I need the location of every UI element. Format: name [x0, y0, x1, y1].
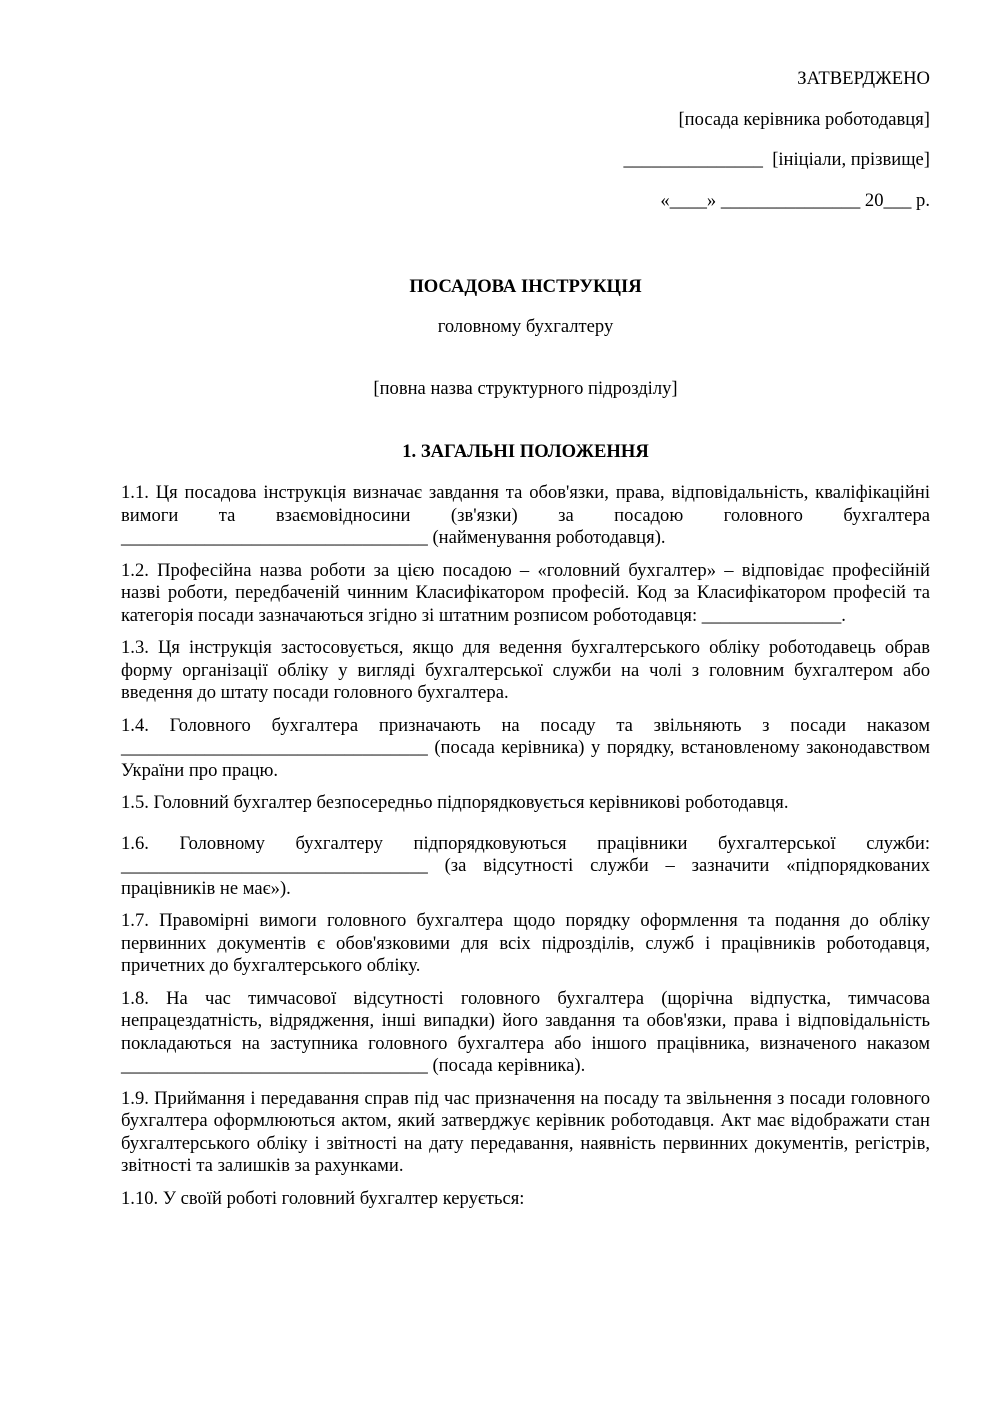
paragraph-1-1: 1.1. Ця посадова інструкція визначає завдання та обов'язки, права, відповідальність, кваліфікаційні вимоги та взаємовідносини (зв'язки) за посадою головного бухгалтера _________________________________ (найменування роботодавця). — [121, 482, 930, 548]
approval-block — [623, 68, 930, 212]
paragraph-1-2: 1.2. Професійна назва роботи за цією посадою – «головний бухгалтер» – відповідає професійній назві роботи, передбаченій чинним Класифікатором професій. Код за Класифікатором професій та категорія посади зазначаються згідно зі штатним розписом роботодавця: _______________. — [121, 559, 930, 626]
paragraph-1-9: 1.9. Приймання і передавання справ під час призначення на посаду та звільнення з посади головного бухгалтера оформлюються актом, який затверджує керівник роботодавця. Акт має відображати стан бухгалтерського обліку і звітності на дату передавання, наявність первинних документів, регістрів, звітності та залишків за рахунками. — [121, 1087, 930, 1176]
section-heading: 1. ЗАГАЛЬНІ ПОЛОЖЕННЯ — [402, 441, 649, 462]
paragraph-1-6: 1.6. Головному бухгалтеру підпорядковуються працівники бухгалтерської служби: _________________________________ (за відсутності служби – зазначити «підпорядкованих працівників не має»). — [121, 832, 930, 899]
paragraph-1-5: 1.5. Головний бухгалтер безпосередньо підпорядковується керівникові роботодавця. — [121, 792, 789, 813]
document-subtitle: головному бухгалтеру — [437, 316, 614, 337]
approval-date: «____» _______________ 20___ р. — [660, 189, 930, 211]
paragraph-1-3: 1.3. Ця інструкція застосовується, якщо для ведення бухгалтерського обліку роботодавець обрав форму організації обліку у вигляді бухгалтерської служби на чолі з головним бухгалтером або введення до штату посади головного бухгалтера. — [121, 637, 930, 703]
approval-position: [посада керівника роботодавця] — [678, 108, 930, 130]
paragraph-1-4: 1.4. Головного бухгалтера призначають на посаду та звільняють з посади наказом _________________________________ (посада керівника) у порядку, встановленому законодавством України про працю. — [121, 714, 930, 781]
paragraph-1-7: 1.7. Правомірні вимоги головного бухгалтера щодо порядку оформлення та подання до обліку первинних документів є обов'язковими для всіх підрозділів, служб і працівників роботодавця, причетних до бухгалтерського обліку. — [121, 910, 930, 976]
section-body — [121, 482, 930, 1220]
paragraph-1-10: 1.10. У своїй роботі головний бухгалтер керується: — [121, 1187, 525, 1209]
approval-label: ЗАТВЕРДЖЕНО — [797, 68, 930, 89]
paragraph-1-8: 1.8. На час тимчасової відсутності головного бухгалтера (щорічна відпустка, тимчасова непрацездатність, відрядження, інші випадки) його завдання та обов'язки, права і відповідальність покладаються на заступника головного бухгалтера або іншого працівника, визначеного наказом _________________________________ (посада керівника). — [121, 987, 930, 1076]
document-title: ПОСАДОВА ІНСТРУКЦІЯ — [409, 276, 642, 297]
approval-signature: _______________ [ініціали, прізвище] — [623, 149, 930, 170]
structural-unit: [повна назва структурного підрозділу] — [373, 378, 678, 399]
